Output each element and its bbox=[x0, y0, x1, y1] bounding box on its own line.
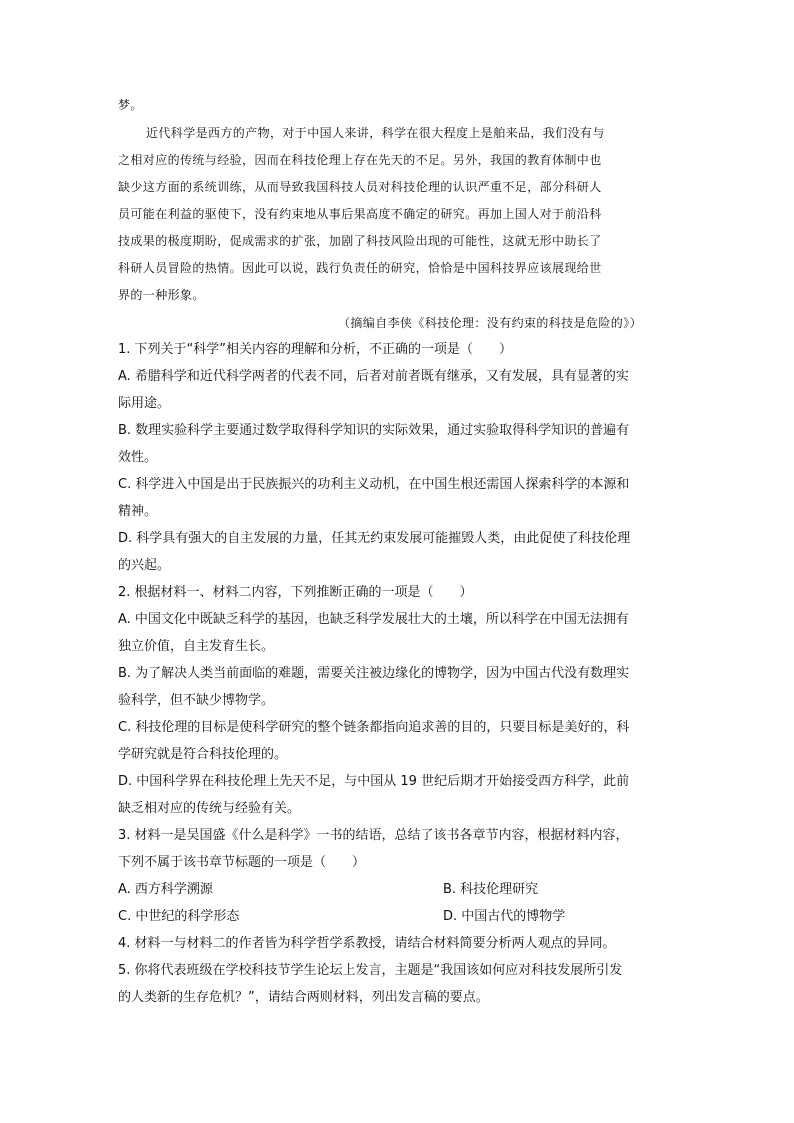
question-2-option-a: 独立价值，自主发育生长。 bbox=[118, 639, 275, 654]
question-1-option-a: 际用途。 bbox=[118, 396, 171, 411]
question-3-option-d: D. 中国古代的博物学 bbox=[443, 909, 566, 924]
question-5-stem: 的人类新的生存危机？”，请结合两则材料，列出发言稿的要点。 bbox=[118, 990, 489, 1005]
question-2-option-d: D. 中国科学界在科技伦理上先天不足，与中国从 19 世纪后期才开始接受西方科学，此前 bbox=[118, 774, 630, 789]
question-1-option-c: 精神。 bbox=[118, 504, 158, 519]
passage-line: 技成果的极度期盼，促成需求的扩张，加剧了科技风险出现的可能性，这就无形中助长了 bbox=[118, 234, 602, 248]
question-2-option-a: A. 中国文化中既缺乏科学的基因，也缺乏科学发展壮大的土壤，所以科学在中国无法拥有 bbox=[118, 612, 629, 627]
question-1-option-a: A. 希腊科学和近代科学两者的代表不同，后者对前者既有继承，又有发展，具有显著的实 bbox=[118, 369, 629, 384]
passage-source: （摘编自李侠《科技伦理：没有约束的科技是危险的》） bbox=[338, 316, 643, 330]
question-3-option-c: C. 中世纪的科学形态 bbox=[118, 909, 240, 924]
passage-line: 之相对应的传统与经验，因而在科技伦理上存在先天的不足。另外，我国的教育体制中也 bbox=[118, 153, 602, 167]
question-1-option-c: C. 科学进入中国是出于民族振兴的功利主义动机，在中国生根还需国人探索科学的本源和 bbox=[118, 477, 630, 492]
question-1-stem: 1. 下列关于“科学”相关内容的理解和分析，不正确的一项是（ ） bbox=[118, 342, 513, 357]
question-2-option-c: C. 科技伦理的目标是使科学研究的整个链条都指向追求善的目的，只要目标是美好的，科 bbox=[118, 720, 630, 735]
passage-line: 缺少这方面的系统训练，从而导致我国科技人员对科技伦理的认识严重不足，部分科研人 bbox=[118, 180, 602, 194]
question-1-option-b: 效性。 bbox=[118, 450, 158, 465]
passage-line: 近代科学是西方的产物，对于中国人来讲，科学在很大程度上是舶来品，我们没有与 bbox=[146, 126, 605, 140]
question-3-stem: 下列不属于该书章节标题的一项是（ ） bbox=[118, 855, 366, 870]
question-1-option-d: D. 科学具有强大的自主发展的力量，任其无约束发展可能摧毁人类，由此促使了科技伦理 bbox=[118, 531, 631, 546]
passage-line: 员可能在利益的驱使下，没有约束地从事后果高度不确定的研究。再加上国人对于前沿科 bbox=[118, 207, 602, 221]
question-2-option-b: 验科学，但不缺少博物学。 bbox=[118, 693, 275, 708]
question-1-option-b: B. 数理实验科学主要通过数学取得科学知识的实际效果，通过实验取得科学知识的普遍有 bbox=[118, 423, 630, 438]
question-4-stem: 4. 材料一与材料二的作者皆为科学哲学系教授，请结合材料简要分析两人观点的异同。 bbox=[118, 936, 616, 951]
question-5-stem: 5. 你将代表班级在学校科技节学生论坛上发言，主题是“我国该如何应对科技发展所引发 bbox=[118, 963, 623, 978]
question-3-option-b: B. 科技伦理研究 bbox=[443, 882, 539, 897]
passage-line: 梦。 bbox=[118, 98, 143, 112]
question-1-option-d: 的兴起。 bbox=[118, 558, 171, 573]
question-2-option-d: 缺乏相对应的传统与经验有关。 bbox=[118, 801, 301, 816]
passage-line: 界的一种形象。 bbox=[118, 288, 205, 302]
question-2-option-b: B. 为了解决人类当前面临的难题，需要关注被边缘化的博物学，因为中国古代没有数理实 bbox=[118, 666, 630, 681]
question-2-option-c: 学研究就是符合科技伦理的。 bbox=[118, 747, 288, 762]
question-3-option-a: A. 西方科学溯源 bbox=[118, 882, 213, 897]
passage-line: 科研人员冒险的热情。因此可以说，践行负责任的研究，恰恰是中国科技界应该展现给世 bbox=[118, 261, 602, 275]
question-3-stem: 3. 材料一是吴国盛《什么是科学》一书的结语，总结了该书各章节内容，根据材料内容， bbox=[118, 828, 629, 843]
question-2-stem: 2. 根据材料一、材料二内容，下列推断正确的一项是（ ） bbox=[118, 585, 473, 600]
